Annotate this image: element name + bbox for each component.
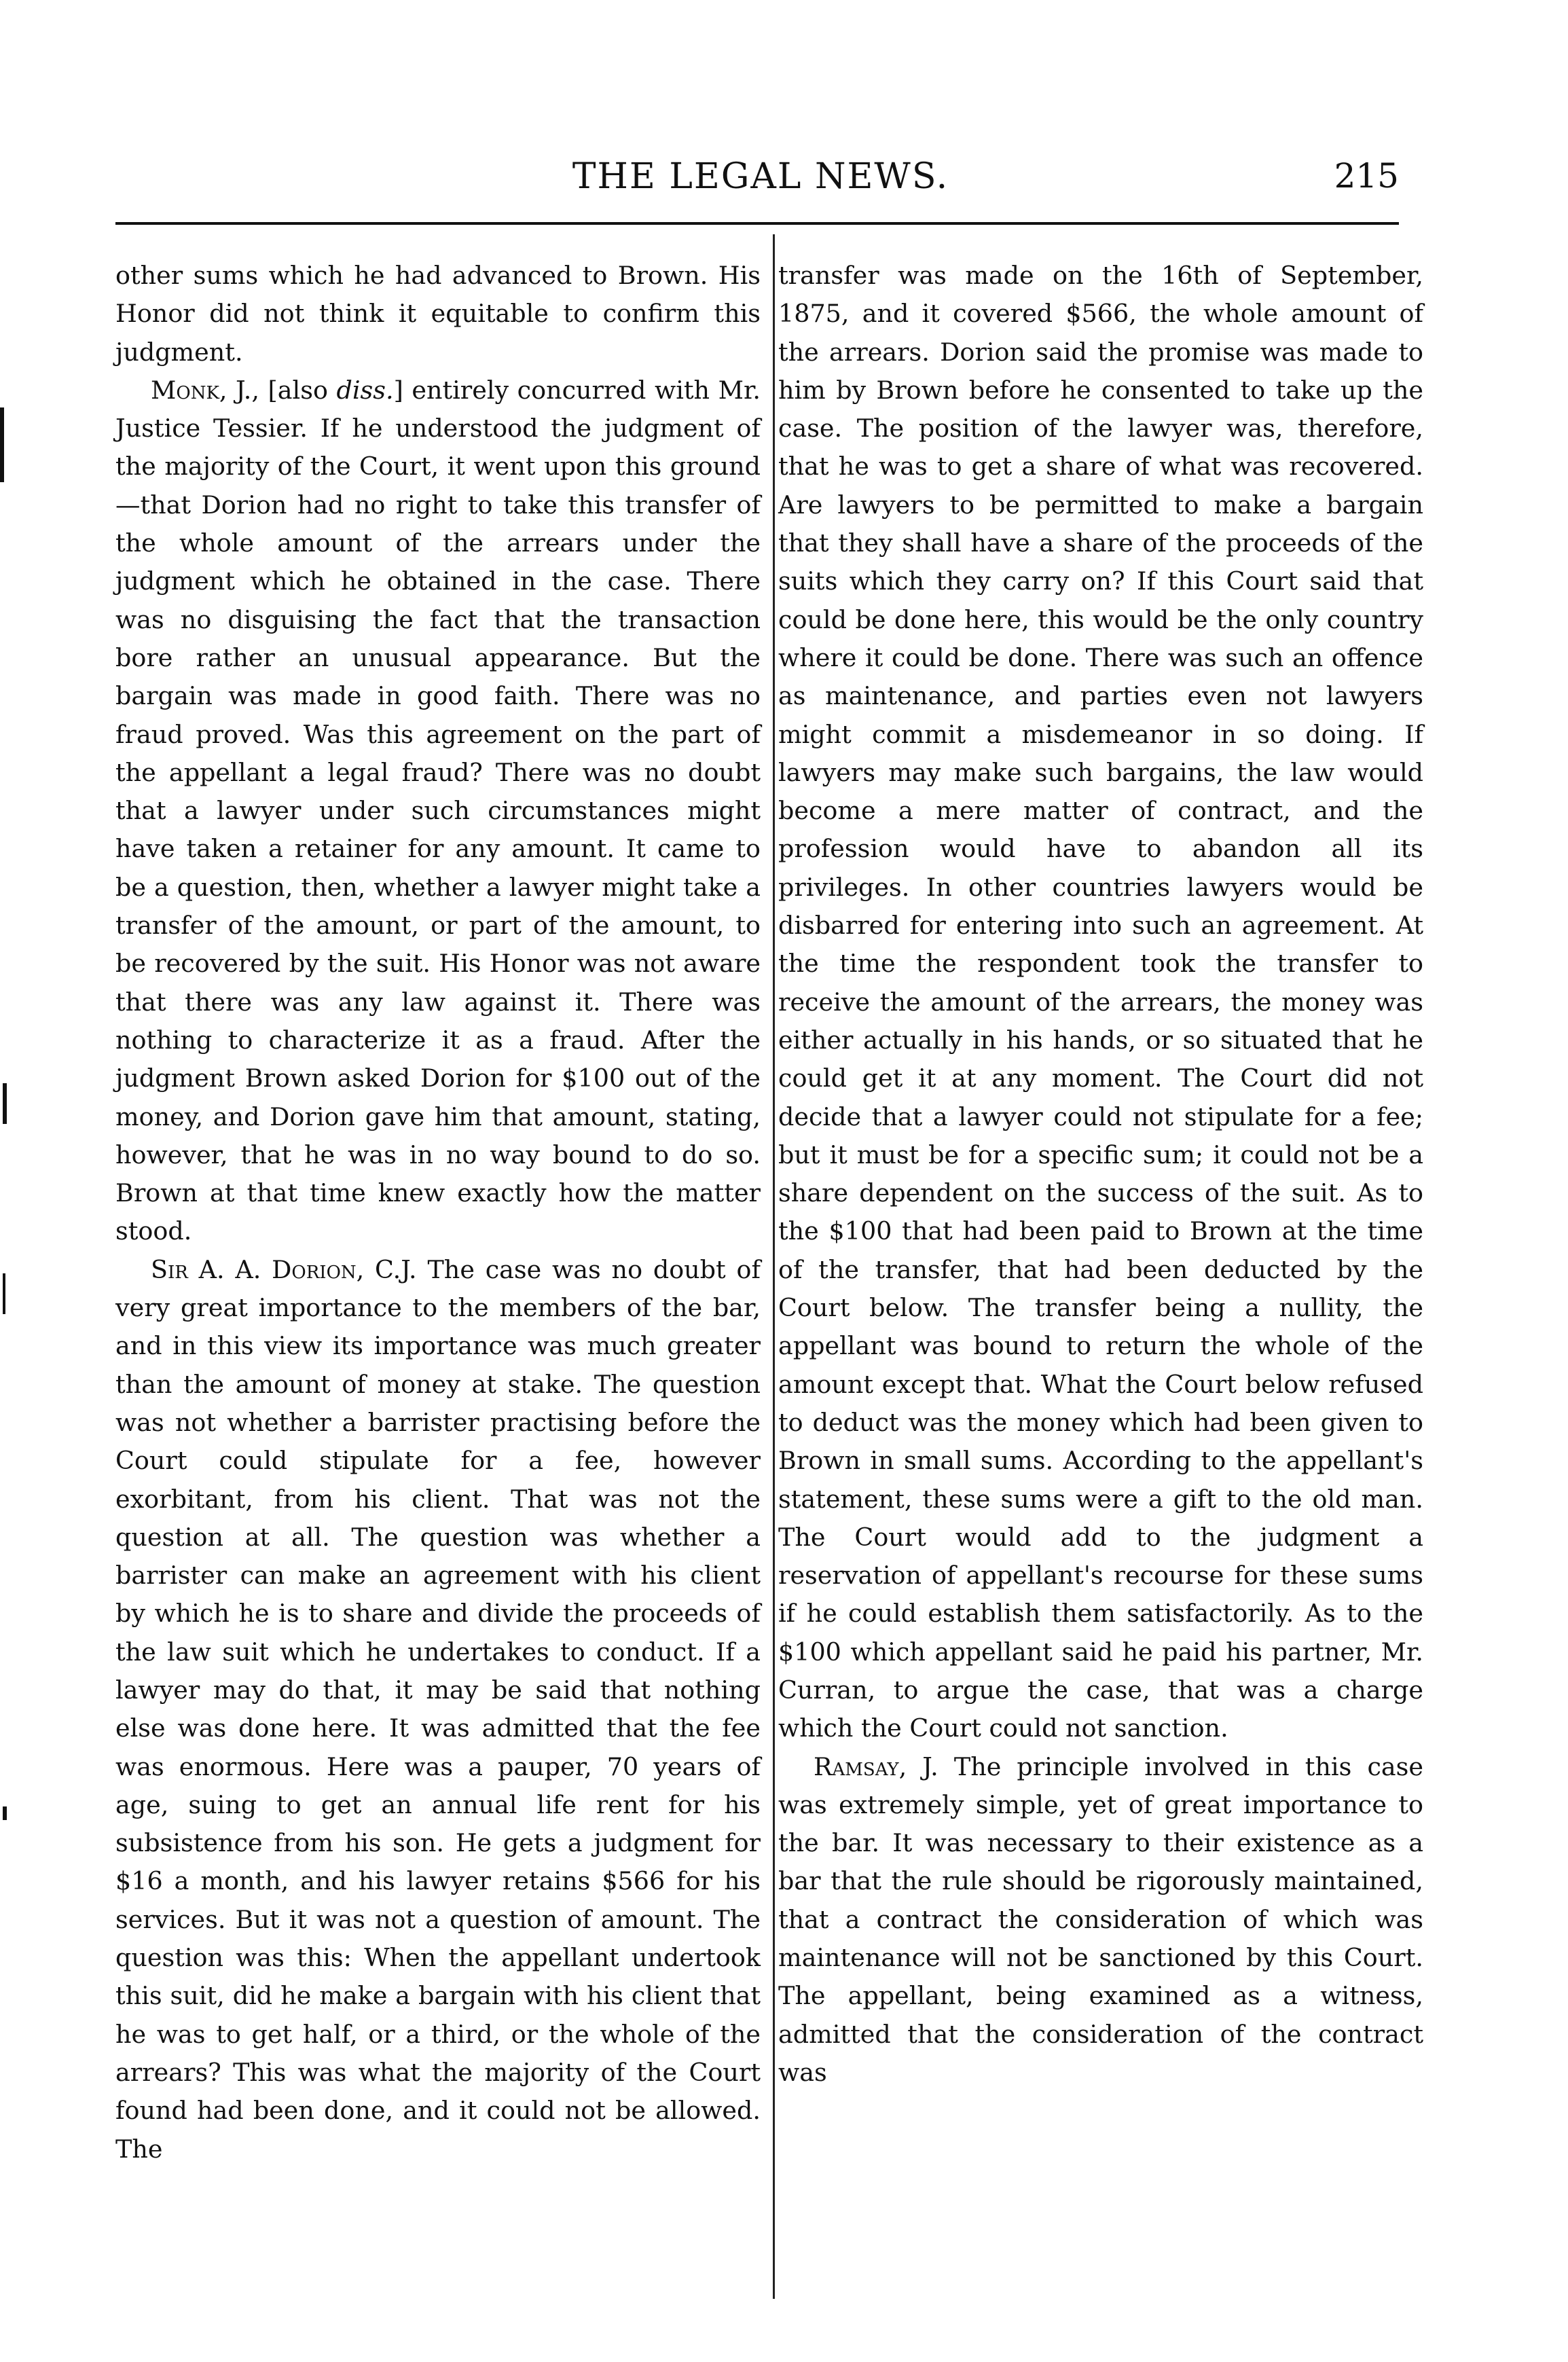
paragraph-text: [also xyxy=(259,375,337,405)
page-header xyxy=(122,136,1399,217)
paragraph xyxy=(115,1251,761,2168)
speaker-name: Ramsay, J. xyxy=(814,1751,938,1781)
scan-edge-mark xyxy=(0,407,4,482)
speaker-name: Monk, J., xyxy=(151,375,260,405)
left-column xyxy=(115,257,761,2168)
scan-edge-mark xyxy=(3,1806,7,1820)
paragraph: other sums which he had advanced to Brown. His Honor did not think it equitable to confirm this judgment. xyxy=(115,261,761,367)
journal-title: THE LEGAL NEWS. xyxy=(572,156,949,197)
paragraph-text: The principle involved in this case was extremely simple, yet of great importance to the bar. It was necessary to their existence as a bar that the rule should be rigorously maintained, that a contract the consideration of which was maintenance will not be sanctioned by this Court. The appellant, being examined as a witness, admitted that the consideration of the contract was xyxy=(778,1751,1424,2087)
header-rule xyxy=(115,222,1399,225)
column-divider xyxy=(773,234,775,2299)
page-number: 215 xyxy=(1334,156,1399,196)
italic-text: diss. xyxy=(336,375,394,405)
scan-edge-mark xyxy=(3,1083,7,1124)
right-column xyxy=(778,257,1423,2092)
paragraph xyxy=(115,371,761,1251)
scan-edge-mark xyxy=(3,1273,5,1314)
paragraph-text: The case was no doubt of very great importance to the members of the bar, and in this view its importance was much greater than the amount of money at stake. The question was not whether a barrister practising before the Court could stipulate for a fee, however exorbitant, from his client. That was not the question at all. The question was whether a barrister can make an agreement with his client by which he is to share and divide the proceeds of the law suit which he undertakes to conduct. If a lawyer may do that, it may be said that nothing else was done here. It was admitted that the fee was enormous. Here was a pauper, 70 years of age, suing to get an annual life rent for his subsistence from his son. He gets a judgment for $16 a month, and his lawyer retains $566 for his services. But it was not a question of amount. The question was this: When the appellant undertook this suit, did he make a bargain with his client that he was to get half, or a third, or the whole of the arrears? This was what the majority of the Court found had been done, and it could not be allowed. The xyxy=(115,1254,761,2164)
paragraph-text: ] entirely concurred with Mr. Justice Tessier. If he understood the judgment of the majority of the Court, it went upon this ground—that Dorion had no right to take this transfer of the whole amount of the arrears under the judgment which he obtained in the case. There was no disguising the fact that the transaction bore rather an unusual appearance. But the bargain was made in good faith. There was no fraud proved. Was this agreement on the part of the appellant a legal fraud? There was no doubt that a lawyer under such circumstances might have taken a retainer for any amount. It came to be a question, then, whether a lawyer might take a transfer of the amount, or part of the amount, to be recovered by the suit. His Honor was not aware that there was any law against it. There was nothing to characterize it as a fraud. After the judgment Brown asked Dorion for $100 out of the money, and Dorion gave him that amount, stating, however, that he was in no way bound to do so. Brown at that time knew exactly how the matter stood. xyxy=(115,375,761,1246)
paragraph: transfer was made on the 16th of September, 1875, and it covered $566, the whole amount of the arrears. Dorion said the promise was made to him by Brown before he consented to take up the case. The position of the lawyer was, therefore, that he was to get a share of what was recovered. Are lawyers to be permitted to make a bargain that they shall have a share of the proceeds of the suits which they carry on? If this Court said that could be done here, this would be the only country where it could be done. There was such an offence as maintenance, and parties even not lawyers might commit a misdemeanor in so doing. If lawyers may make such bargains, the law would become a mere matter of contract, and the profession would have to abandon all its privileges. In other countries lawyers would be disbarred for entering into such an agreement. At the time the respondent took the transfer to receive the amount of the arrears, the money was either actually in his hands, or so situated that he could get it at any moment. The Court did not decide that a lawyer could not stipulate for a fee; but it must be for a specific sum; it could not be a share dependent on the success of the suit. As to the $100 that had been paid to Brown at the time of the transfer, that had been deducted by the Court below. The transfer being a nullity, the appellant was bound to return the whole of the amount except that. What the Court below refused to deduct was the money which had been given to Brown in small sums. According to the appellant's statement, these sums were a gift to the old man. The Court would add to the judgment a reservation of appellant's recourse for these sums if he could establish them satisfactorily. As to the $100 which appellant said he paid his partner, Mr. Curran, to argue the case, that was a charge which the Court could not sanction. xyxy=(778,261,1423,1743)
speaker-name: Sir A. A. Dorion, C.J. xyxy=(151,1254,417,1284)
paragraph xyxy=(778,1748,1423,2092)
